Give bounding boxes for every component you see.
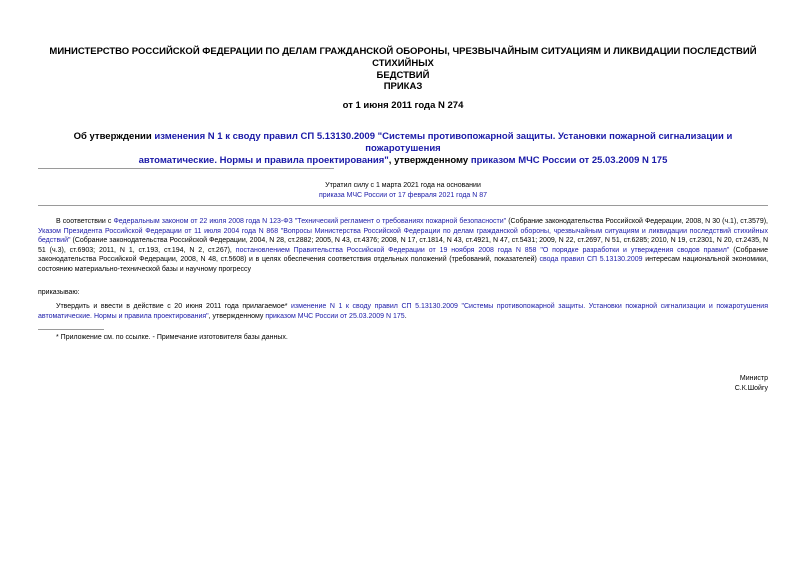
link-code-of-rules[interactable]: свода правил СП 5.13130.2009 <box>539 256 643 264</box>
link-amendment[interactable]: изменение N 1 к своду правил СП 5.13130.2009 "Системы противопожарной защиты. Установки пожарной сигнализации и пожаротушения автоматические. Нормы и правила проектирования" <box>38 303 769 320</box>
footnote-separator <box>38 329 104 330</box>
link-federal-law[interactable]: Федеральным законом от 22 июля 2008 года N 123-ФЗ "Технический регламент о требованиях пожарной безопасности" <box>113 218 507 225</box>
order-text-c: . <box>404 312 407 320</box>
document-title <box>38 131 768 167</box>
title-mid: , утвержденному <box>388 155 471 166</box>
ministry-line-1: МИНИСТЕРСТВО РОССИЙСКОЙ ФЕДЕРАЦИИ ПО ДЕЛАМ ГРАЖДАНСКОЙ ОБОРОНЫ, ЧРЕЗВЫЧАЙНЫМ СИТУАЦИЯМ И ЛИКВИДАЦИИ ПОСЛЕДСТВИЙ СТИХИЙНЫХ <box>49 46 757 69</box>
document-type: ПРИКАЗ <box>383 81 423 92</box>
ministry-header <box>38 46 768 82</box>
preamble-text-c: (Собрание законодательства Российской Федерации, 2004, N 28, ст.2882; 2005, N 43, ст.4376; 2008, N 17, ст.1814, N 43, ст.4921, N 47, ст.5431; 2009, N 22, ст.2697, N 51, ст.6285; 2010, N 19, ст.2301, N 20, ст.2435, N 51 (ч.3), ст.6903; 2011, N 1, ст.193, ст.194, N 2, ст.267), <box>38 237 768 254</box>
separator-short <box>38 168 334 169</box>
preamble-paragraph <box>38 217 768 275</box>
ministry-line-2: БЕДСТВИЙ <box>376 70 430 81</box>
order-text-b: , утвержденному <box>208 312 266 320</box>
title-link-amendment[interactable]: изменения N 1 к своду правил СП 5.13130.2009 "Системы противопожарной защиты. Установки пожарной сигнализации и пожаротушения <box>154 131 733 154</box>
preamble-text-e: интересам национальной экономики, состоянию материально-технической базы и научному прогрессу <box>38 256 769 273</box>
preamble-text-d: (Собрание законодательства Российской Федерации, 2008, N 48, ст.5608) и в целях обеспечения соответствия отдельных положений (требований, показателей) <box>38 246 768 264</box>
status-text: Утратил силу с 1 марта 2021 года на основании <box>325 182 481 189</box>
signatory-position: Министр <box>739 375 768 382</box>
preamble-text-b: (Собрание законодательства Российской Федерации, 2008, N 30 (ч.1), ст.3579), <box>506 218 768 225</box>
signature-block <box>735 374 768 393</box>
link-presidential-decree[interactable]: Указом Президента Российской Федерации от 11 июля 2004 года N 868 "Вопросы Министерства Российской Федерации по делам гражданской обороны, чрезвычайным ситуациям и ликвидации последствий стихийных бедствий" <box>38 227 768 245</box>
link-government-resolution[interactable]: постановлением Правительства Российской Федерации от 19 ноября 2008 года N 858 "О порядке разработки и утверждения сводов правил" <box>235 246 730 254</box>
footnote: * Приложение см. по ссылке. - Примечание изготовителя базы данных. <box>56 334 288 341</box>
title-prefix: Об утверждении <box>73 131 155 142</box>
order-paragraph <box>38 302 768 321</box>
signatory-name: С.К.Шойгу <box>734 384 768 392</box>
link-mchs-order[interactable]: приказом МЧС России от 25.03.2009 N 175 <box>265 312 405 320</box>
status-link[interactable]: приказа МЧС России от 17 февраля 2021 года N 87 <box>318 191 488 199</box>
preamble-text-a: В соответствии с <box>56 218 114 225</box>
status-note <box>38 181 768 200</box>
document-date: от 1 июня 2011 года N 274 <box>342 100 464 111</box>
title-link-amendment-cont[interactable]: автоматические. Нормы и правила проектирования" <box>138 155 389 166</box>
order-text-a: Утвердить и ввести в действие с 20 июня 2011 года прилагаемое* <box>56 303 292 310</box>
order-word: приказываю: <box>38 289 80 296</box>
title-link-order[interactable]: приказом МЧС России от 25.03.2009 N 175 <box>470 155 668 166</box>
separator-full <box>38 205 768 206</box>
